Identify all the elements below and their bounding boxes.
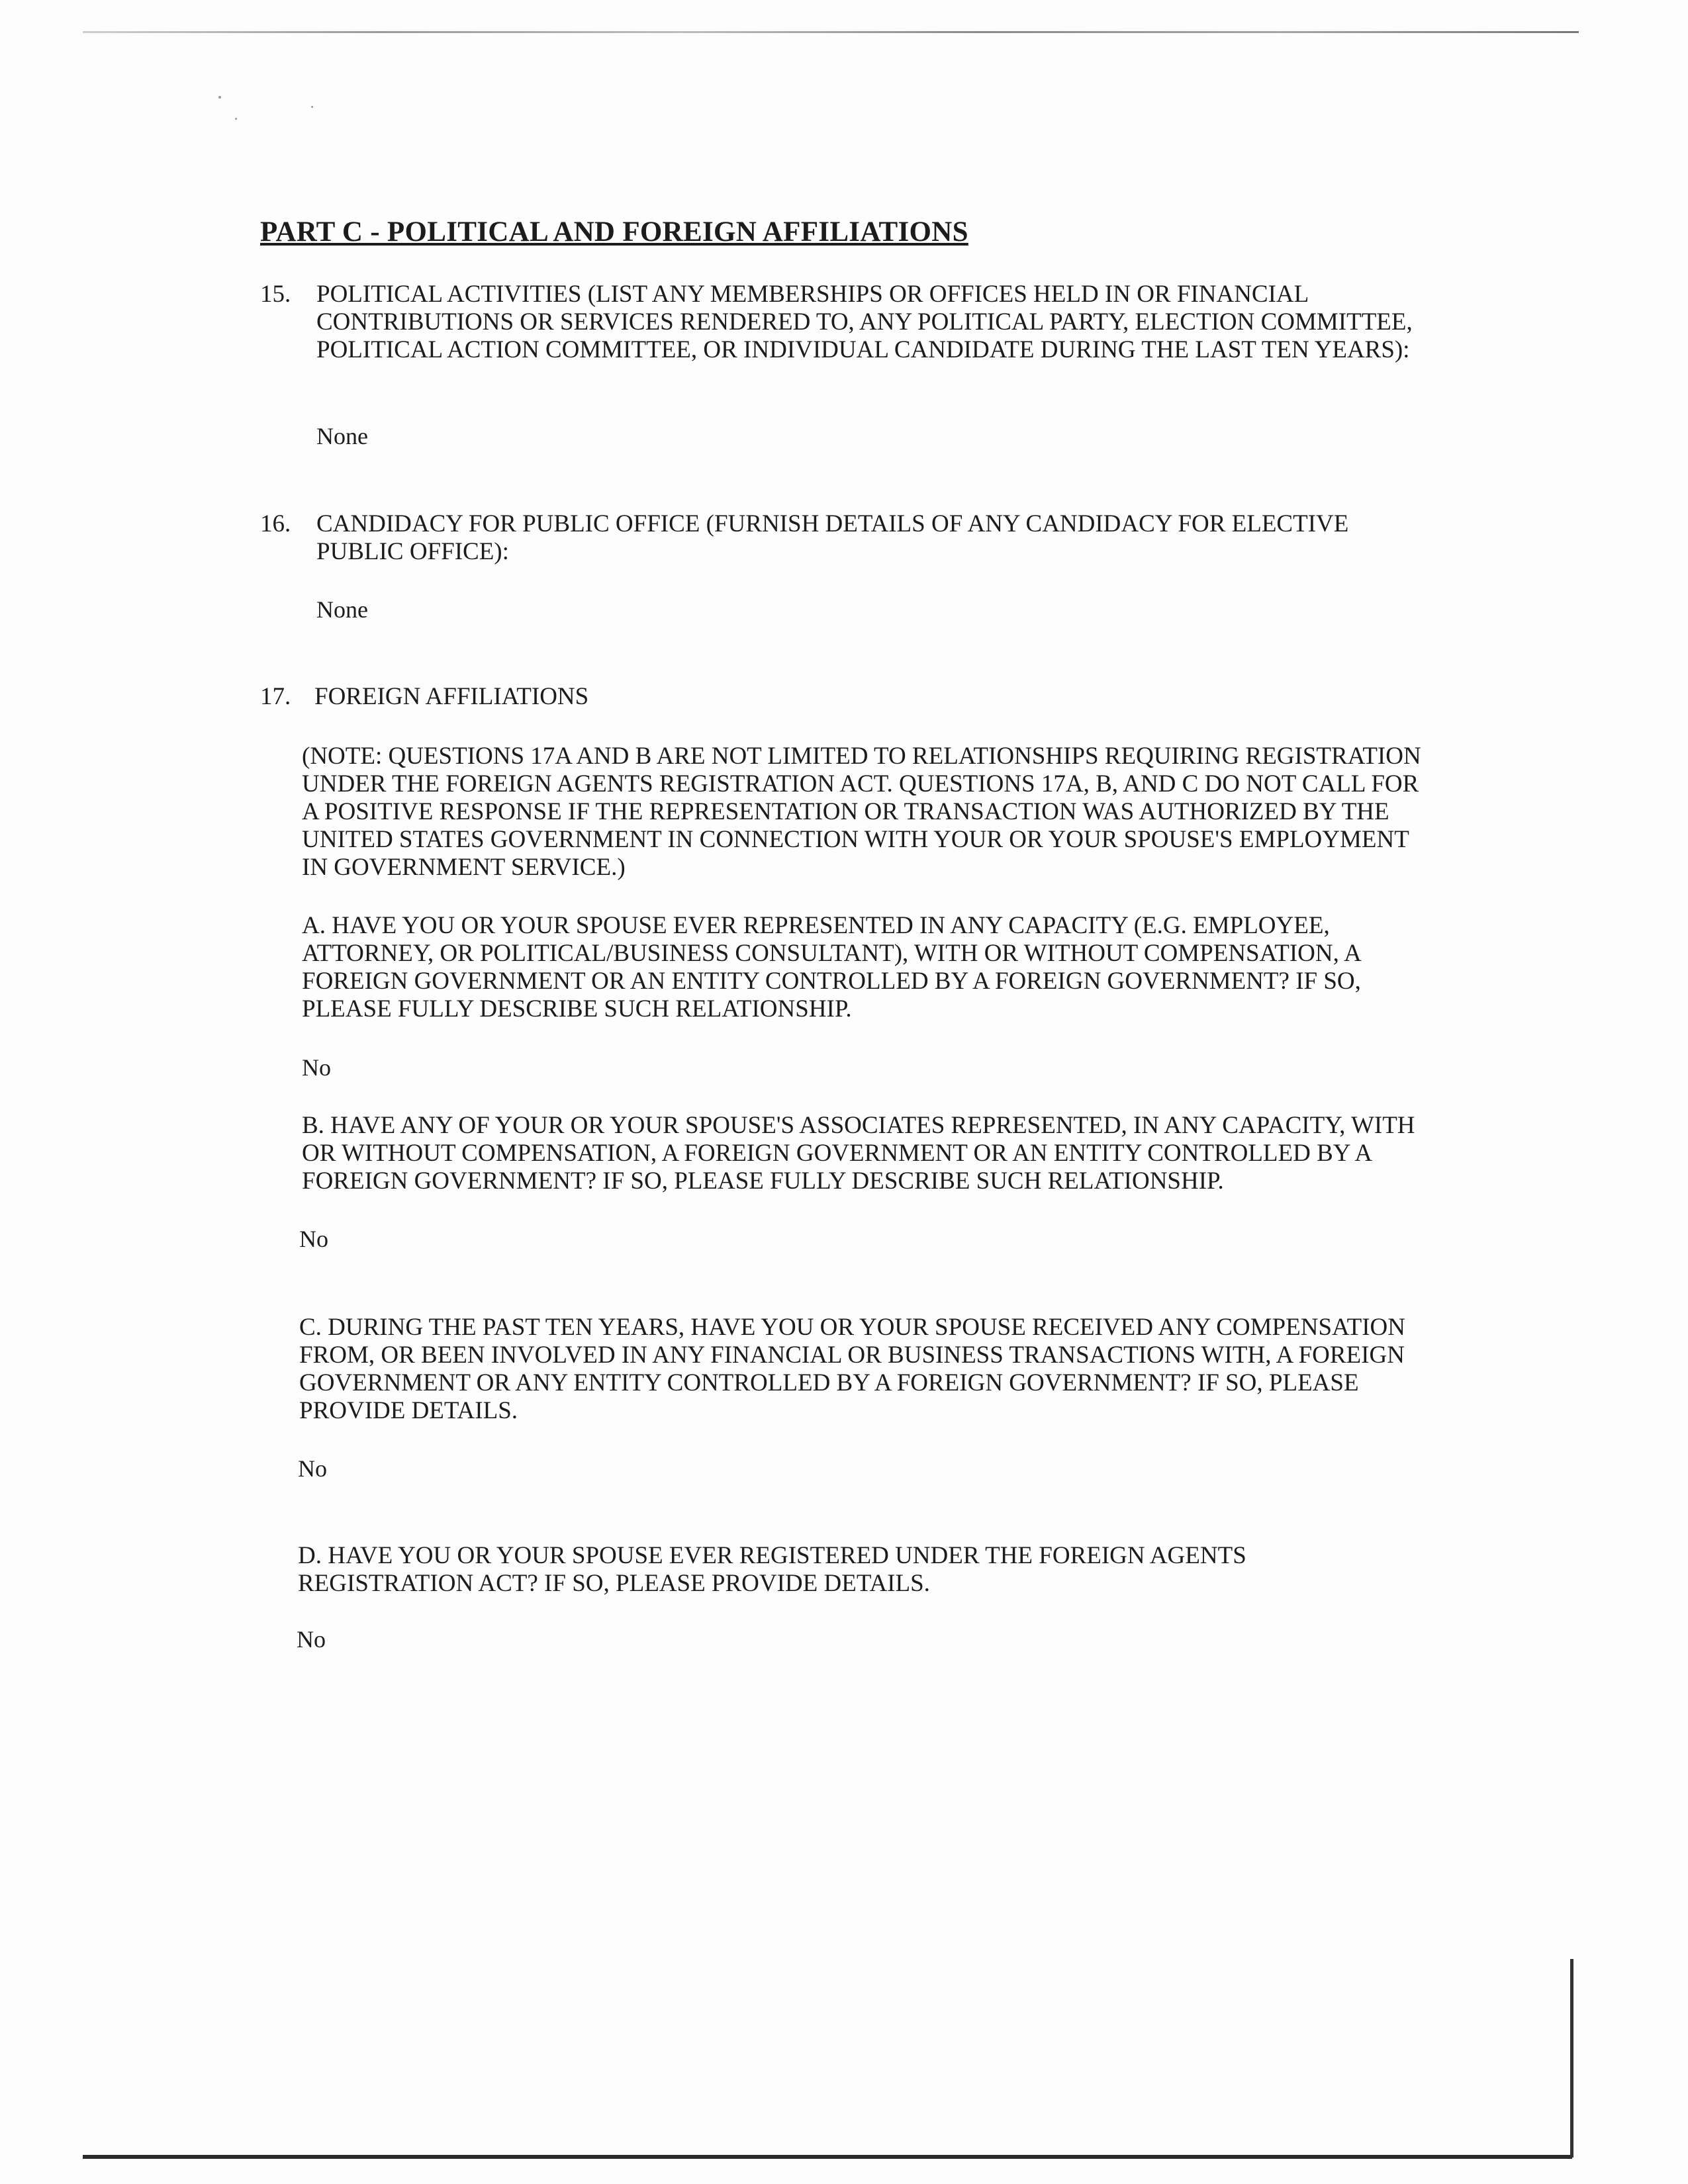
question-17c-text: C. DURING THE PAST TEN YEARS, HAVE YOU OR YOUR SPOUSE RECEIVED ANY COMPENSATION FROM, OR BEEN INVOLVED IN ANY FINANCIAL OR BUSINESS TRANSACTIONS WITH, A FOREIGN GOVERNMENT OR ANY ENTITY CONTROLLED BY A FOREIGN GOVERNMENT? IF SO, PLEASE PROVIDE DETAILS. <box>299 1314 1405 1424</box>
section-heading: PART C - POLITICAL AND FOREIGN AFFILIATIONS <box>260 216 968 248</box>
question-17d-text: D. HAVE YOU OR YOUR SPOUSE EVER REGISTERED UNDER THE FOREIGN AGENTS REGISTRATION ACT? IF SO, PLEASE PROVIDE DETAILS. <box>298 1542 1246 1597</box>
question-17c-answer: No <box>298 1455 327 1482</box>
question-17b-text: B. HAVE ANY OF YOUR OR YOUR SPOUSE'S ASSOCIATES REPRESENTED, IN ANY CAPACITY, WITH OR WITHOUT COMPENSATION, A FOREIGN GOVERNMENT OR AN ENTITY CONTROLLED BY A FOREIGN GOVERNMENT? IF SO, PLEASE FULLY DESCRIBE SUCH RELATIONSHIP. <box>302 1112 1415 1195</box>
question-17-title: FOREIGN AFFILIATIONS <box>314 683 589 710</box>
scan-edge-right <box>1570 1959 1573 2158</box>
question-17-note: (NOTE: QUESTIONS 17A AND B ARE NOT LIMITED TO RELATIONSHIPS REQUIRING REGISTRATION UNDER THE FOREIGN AGENTS REGISTRATION ACT. QUESTIONS 17A, B, AND C DO NOT CALL FOR A POSITIVE RESPONSE IF THE REPRESENTATION OR TRANSACTION WAS AUTHORIZED BY THE UNITED STATES GOVERNMENT IN CONNECTION WITH YOUR OR YOUR SPOUSE'S EMPLOYMENT IN GOVERNMENT SERVICE.) <box>302 743 1421 881</box>
question-16-answer: None <box>316 596 368 623</box>
scan-speck <box>218 96 221 99</box>
question-17d-answer: No <box>297 1626 326 1653</box>
question-16-number: 16. <box>260 510 291 537</box>
scan-speck <box>235 118 237 120</box>
question-16-text: CANDIDACY FOR PUBLIC OFFICE (FURNISH DETAILS OF ANY CANDIDACY FOR ELECTIVE PUBLIC OFFICE): <box>316 510 1349 565</box>
question-17a-answer: No <box>302 1054 331 1081</box>
question-15-text: POLITICAL ACTIVITIES (LIST ANY MEMBERSHIPS OR OFFICES HELD IN OR FINANCIAL CONTRIBUTIONS OR SERVICES RENDERED TO, ANY POLITICAL PARTY, ELECTION COMMITTEE, POLITICAL ACTION COMMITTEE, OR INDIVIDUAL CANDIDATE DURING THE LAST TEN YEARS): <box>316 281 1413 363</box>
question-17a-text: A. HAVE YOU OR YOUR SPOUSE EVER REPRESENTED IN ANY CAPACITY (E.G. EMPLOYEE, ATTORNEY, OR POLITICAL/BUSINESS CONSULTANT), WITH OR WITHOUT COMPENSATION, A FOREIGN GOVERNMENT OR AN ENTITY CONTROLLED BY A FOREIGN GOVERNMENT? IF SO, PLEASE FULLY DESCRIBE SUCH RELATIONSHIP. <box>302 912 1361 1023</box>
question-15-number: 15. <box>260 281 291 308</box>
scan-edge-top <box>83 31 1579 33</box>
scan-speck <box>311 106 313 108</box>
question-17-number: 17. <box>260 683 291 710</box>
scan-edge-bottom <box>83 2155 1572 2159</box>
question-15-answer: None <box>316 423 368 449</box>
question-17b-answer: No <box>299 1226 328 1252</box>
